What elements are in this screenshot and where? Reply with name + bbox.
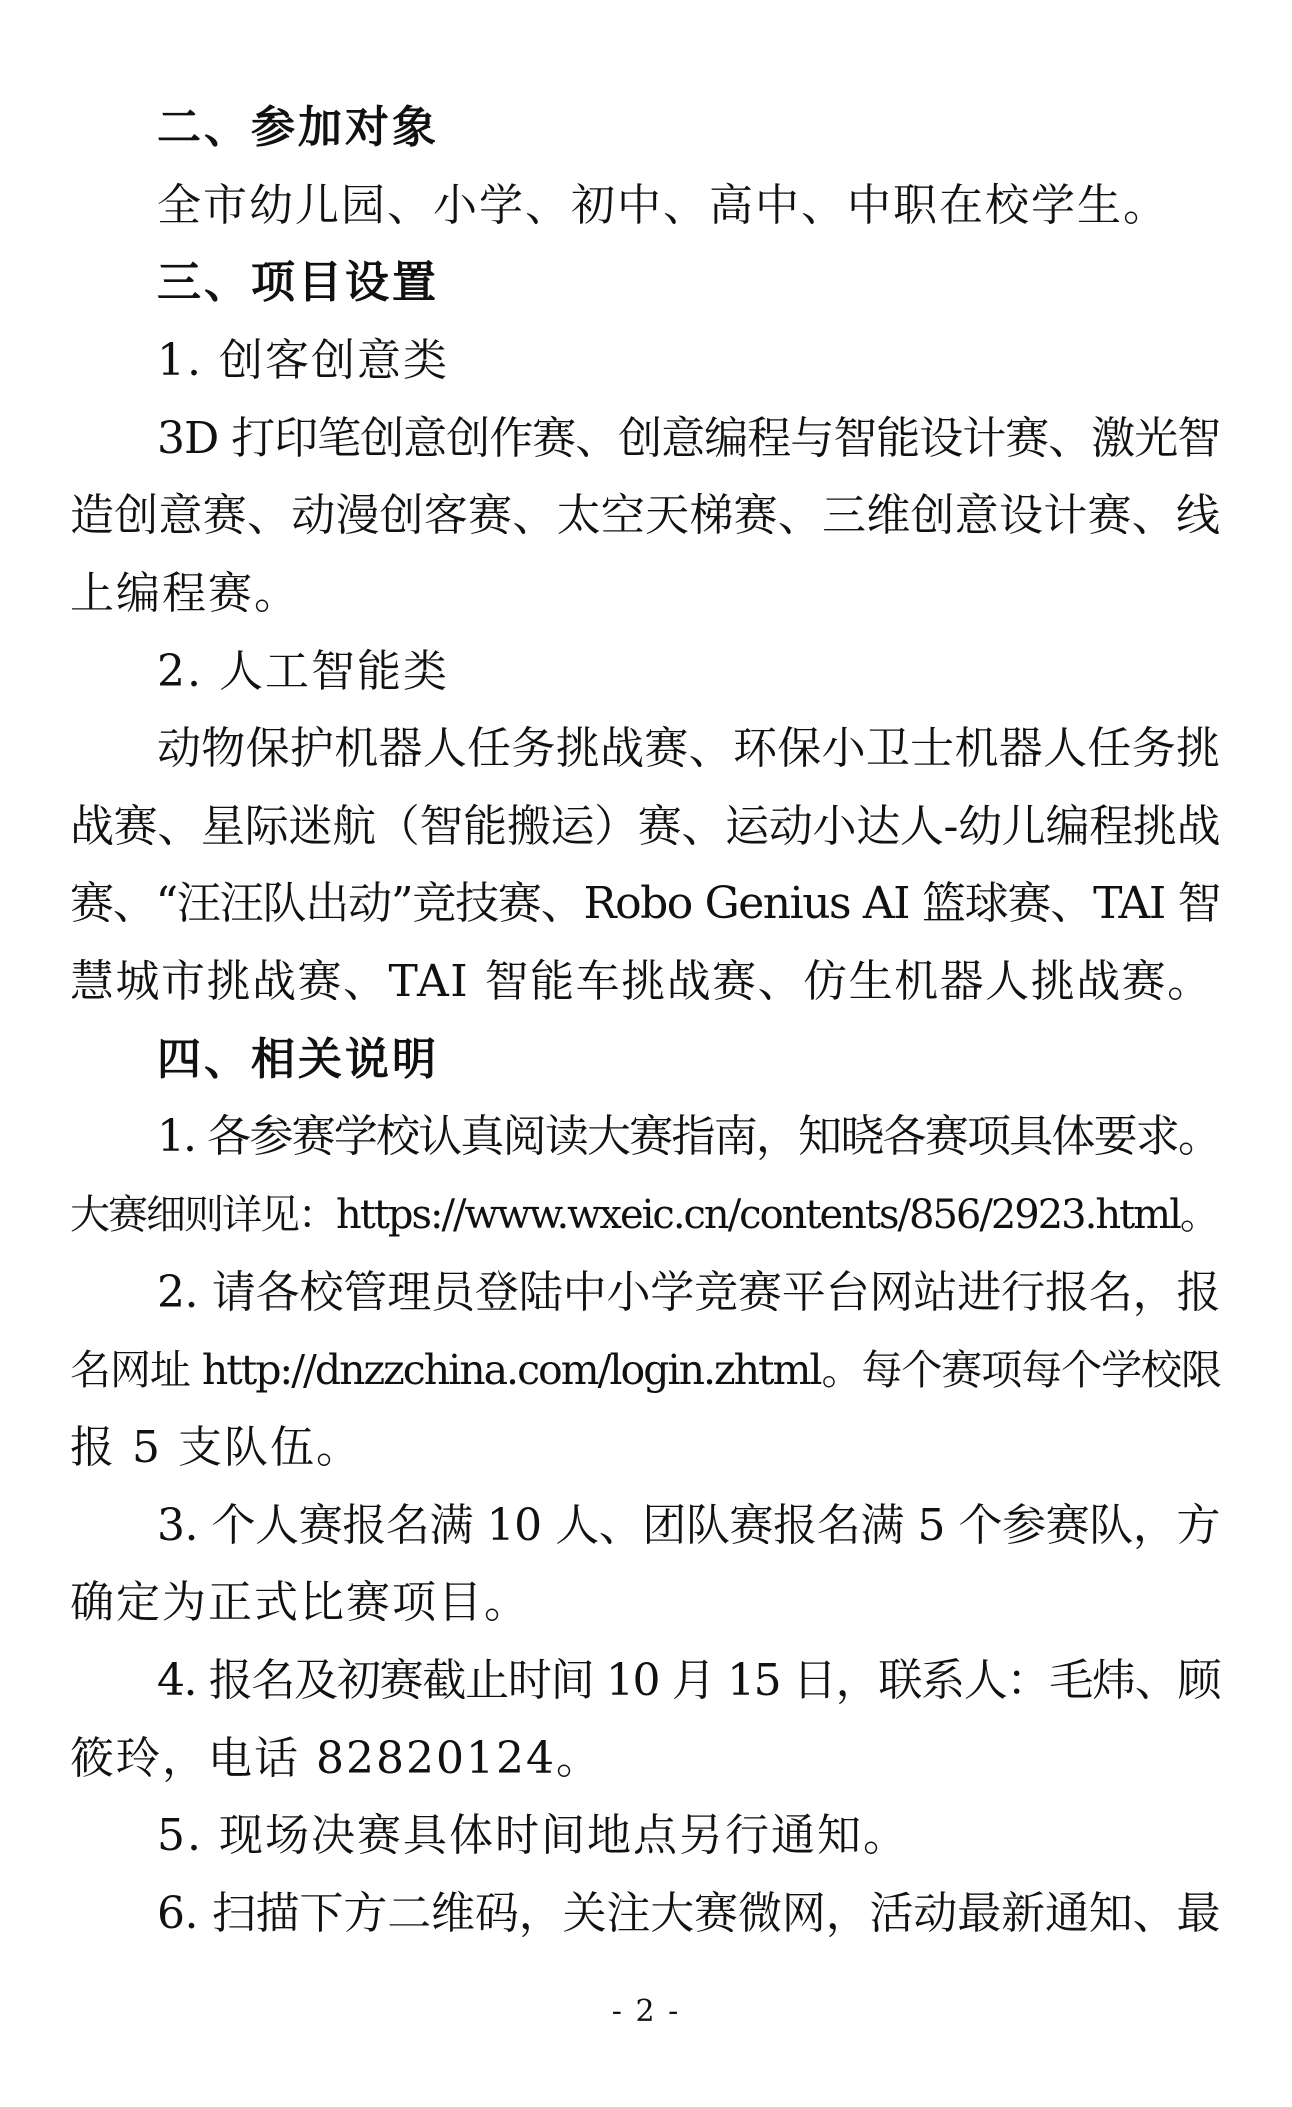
note-5: 5. 现场决赛具体时间地点另行通知。 xyxy=(157,1810,909,1861)
maker-list-line-2: 造创意赛、动漫创客赛、太空天梯赛、三维创意设计赛、线 xyxy=(70,490,1220,541)
note-1-line-2: 大赛细则详见：https://www.wxeic.cn/contents/856/2923.html。 xyxy=(70,1192,1218,1238)
ai-list-line-1: 动物保护机器人任务挑战赛、环保小卫士机器人任务挑 xyxy=(157,723,1220,774)
maker-list-line-1: 3D 打印笔创意创作赛、创意编程与智能设计赛、激光智 xyxy=(157,413,1221,464)
section-heading-notes: 四、相关说明 xyxy=(157,1034,439,1085)
section-heading-participants: 二、参加对象 xyxy=(157,102,439,153)
note-3-line-2: 确定为正式比赛项目。 xyxy=(70,1577,530,1628)
note-6: 6. 扫描下方二维码，关注大赛微网，活动最新通知、最 xyxy=(157,1888,1220,1939)
participants-text: 全市幼儿园、小学、初中、高中、中职在校学生。 xyxy=(157,180,1169,231)
note-3-line-1: 3. 个人赛报名满 10 人、团队赛报名满 5 个参赛队，方 xyxy=(157,1500,1220,1551)
note-2-line-2: 名网址 http://dnzzchina.com/login.zhtml。每个赛项每个学校限 xyxy=(70,1346,1220,1394)
note-4-line-1: 4. 报名及初赛截止时间 10 月 15 日，联系人：毛炜、顾 xyxy=(157,1655,1220,1706)
note-1-line-1: 1. 各参赛学校认真阅读大赛指南，知晓各赛项具体要求。 xyxy=(157,1111,1220,1162)
ai-list-line-4: 慧城市挑战赛、TAI 智能车挑战赛、仿生机器人挑战赛。 xyxy=(70,956,1213,1007)
subheading-maker-creative: 1. 创客创意类 xyxy=(157,335,449,386)
ai-list-line-2: 战赛、星际迷航（智能搬运）赛、运动小达人-幼儿编程挑战 xyxy=(70,801,1220,852)
page-number: - 2 - xyxy=(611,1994,681,2029)
section-heading-projects: 三、项目设置 xyxy=(157,257,439,308)
note-2-line-3: 报 5 支队伍。 xyxy=(70,1422,362,1473)
subheading-ai: 2. 人工智能类 xyxy=(157,646,449,697)
note-2-line-1: 2. 请各校管理员登陆中小学竞赛平台网站进行报名，报 xyxy=(157,1267,1220,1318)
maker-list-line-3: 上编程赛。 xyxy=(70,568,300,619)
note-4-line-2: 筱玲，电话 82820124。 xyxy=(70,1733,602,1784)
ai-list-line-3: 赛、“汪汪队出动”竞技赛、Robo Genius AI 篮球赛、TAI 智 xyxy=(70,878,1220,929)
